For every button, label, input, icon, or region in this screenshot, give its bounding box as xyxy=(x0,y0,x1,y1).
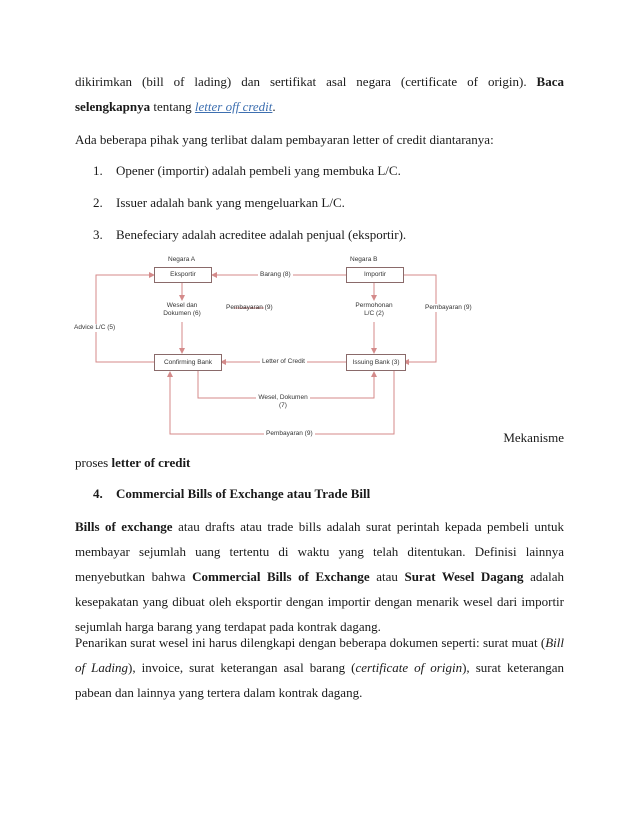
pembayaran-bottom-label: Pembayaran (9) xyxy=(266,430,313,437)
importir-box: Importir xyxy=(346,267,404,283)
pembayaran-mid-label: Pembayaran (9) xyxy=(226,304,273,311)
issuing-bank-box: Issuing Bank (3) xyxy=(346,354,406,371)
permohonan-label: Permohonan L/C (2) xyxy=(350,302,398,317)
paragraph-bills-of-exchange: Bills of exchange atau drafts atau trade bills adalah surat perintah kepada pembeli untuk membayar sejumlah uang tertentu di waktu yang telah ditentukan. Definisi lainnya menyebutkan bahwa Commercial Bills of Exchange atau Surat Wesel Dagang adalah kesepakatan yang dibuat oleh eksportir dengan importir dengan menarik wesel dari importir sejumlah harga barang yang terdapat pada kontrak dagang. xyxy=(75,519,565,634)
caption-proses: proses letter of credit xyxy=(75,455,191,470)
letter-of-credit-link[interactable]: letter off credit xyxy=(194,99,273,114)
diagram-arrows xyxy=(74,250,494,446)
paragraph-intro-line2: selengkapnya tentang letter off credit. xyxy=(75,99,276,114)
pembayaran-right-label: Pembayaran (9) xyxy=(425,304,472,311)
list-item: 2. Issuer adalah bank yang mengeluarkan L/C. xyxy=(93,195,345,210)
wesel-dokumen-6-label: Wesel dan Dokumen (6) xyxy=(160,302,204,317)
barang-label: Barang (8) xyxy=(260,271,291,278)
paragraph-parties: Ada beberapa pihak yang terlibat dalam pembayaran letter of credit diantaranya: xyxy=(75,132,494,147)
list-item: 3. Benefeciary adalah acreditee adalah penjual (eksportir). xyxy=(93,227,407,242)
paragraph-penarikan: Penarikan surat wesel ini harus dilengkapi dengan beberapa dokumen seperti: surat muat (Bill of Lading), invoice, surat keterangan asal barang (certificate of origin), surat keterangan pabean dan lainnya yang tertera dalam kontrak dagang. xyxy=(75,635,565,700)
letter-of-credit-diagram xyxy=(74,250,494,446)
list-item: 1. Opener (importir) adalah pembeli yang membuka L/C. xyxy=(93,163,401,178)
baca-label: Baca xyxy=(536,74,564,89)
advice-lc-label: Advice L/C (5) xyxy=(74,324,116,331)
confirming-bank-box: Confirming Bank xyxy=(154,354,222,371)
letter-of-credit-label: Letter of Credit xyxy=(262,358,305,365)
section-heading-4: 4. Commercial Bills of Exchange atau Trade Bill xyxy=(93,486,371,501)
negara-b-label: Negara B xyxy=(350,256,378,263)
paragraph-intro-line1: dikirimkan (bill of lading) dan sertifikat asal negara (certificate of origin). Baca xyxy=(75,74,564,89)
eksportir-box: Eksportir xyxy=(154,267,212,283)
wesel-dokumen-7-label: Wesel, Dokumen (7) xyxy=(256,394,310,409)
negara-a-label: Negara A xyxy=(168,256,196,263)
caption-mekanisme: Mekanisme xyxy=(503,430,564,445)
